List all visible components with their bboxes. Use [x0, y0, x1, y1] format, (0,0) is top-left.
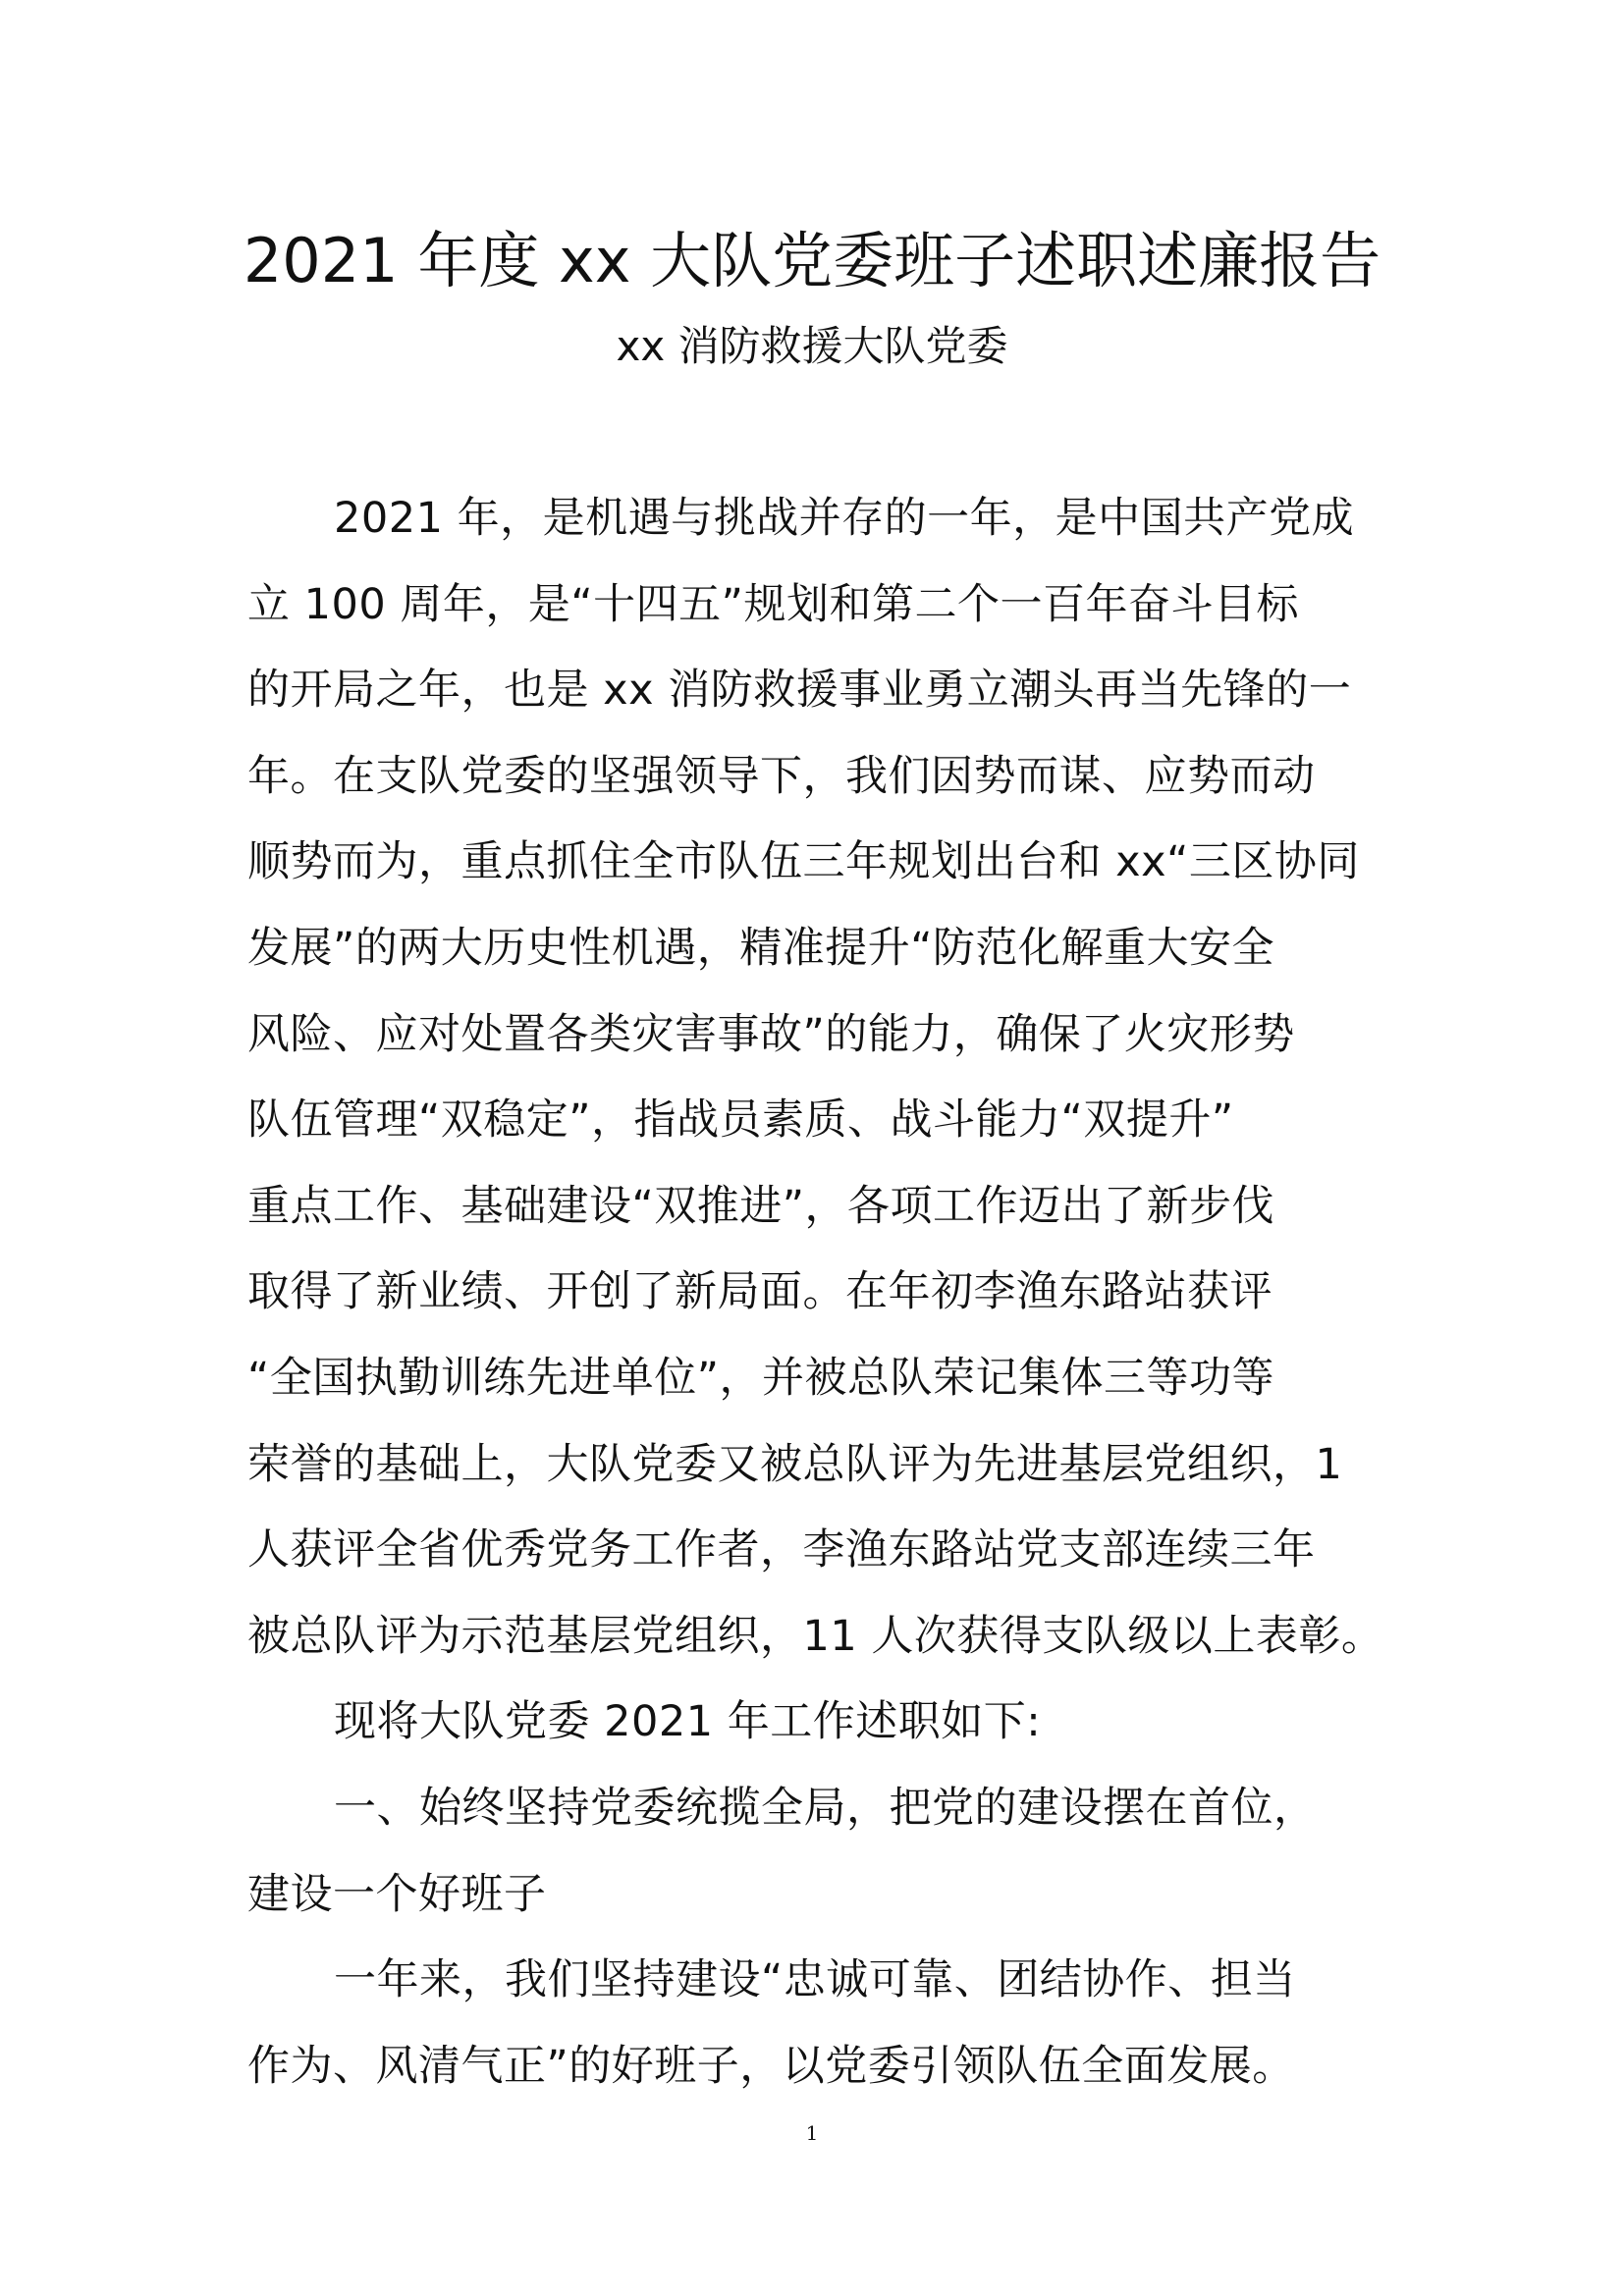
paragraph-line: 顺势而为，重点抓住全市队伍三年规划出台和 xx“三区协同	[247, 837, 1360, 887]
paragraph-line: 的开局之年，也是 xx 消防救援事业勇立潮头再当先锋的一	[247, 666, 1352, 716]
paragraph-line: 队伍管理“双稳定”，指战员素质、战斗能力“双提升”	[247, 1095, 1234, 1146]
page-number: 1	[805, 2121, 819, 2145]
paragraph-report-intro: 现将大队党委 2021 年工作述职如下:	[334, 1697, 1042, 1747]
paragraph-line: 2021 年，是机遇与挑战并存的一年，是中国共产党成	[334, 494, 1355, 543]
section-heading-1	[247, 1766, 1386, 1938]
paragraph-line: 荣誉的基础上，大队党委又被总队评为先进基层党组织，1	[247, 1439, 1343, 1489]
paragraph-section-1	[247, 1938, 1386, 2109]
paragraph-line: 取得了新业绩、开创了新局面。在年初李渔东路站获评	[247, 1267, 1272, 1317]
document-body	[247, 476, 1386, 2109]
paragraph-line: 作为、风清气正”的好班子，以党委引领队伍全面发展。	[247, 2041, 1295, 2091]
heading-line: 建设一个好班子	[247, 1869, 547, 1919]
paragraph-line: 重点工作、基础建设“双推进”，各项工作迈出了新步伐	[247, 1181, 1275, 1231]
paragraph-line: 立 100 周年，是“十四五”规划和第二个一百年奋斗目标	[247, 579, 1299, 629]
paragraph-line: 人获评全省优秀党务工作者，李渔东路站党支部连续三年	[247, 1525, 1316, 1575]
paragraph-line: 被总队评为示范基层党组织，11 人次获得支队级以上表彰。	[247, 1611, 1384, 1661]
heading-line: 一、始终坚持党委统揽全局，把党的建设摆在首位，	[334, 1783, 1317, 1833]
paragraph-line: 发展”的两大历史性机遇，精准提升“防范化解重大安全	[247, 923, 1275, 973]
paragraph-line: 一年来，我们坚持建设“忠诚可靠、团结协作、担当	[334, 1955, 1296, 2005]
document-title: 2021 年度 xx 大队党委班子述职述廉报告	[243, 225, 1381, 296]
document-subtitle: xx 消防救援大队党委	[616, 322, 1008, 370]
paragraph-line: 年。在支队党委的坚强领导下，我们因势而谋、应势而动	[247, 751, 1316, 801]
paragraph-intro	[247, 476, 1386, 1680]
paragraph-line: 风险、应对处置各类灾害事故”的能力，确保了火灾形势	[247, 1009, 1295, 1059]
paragraph-line: “全国执勤训练先进单位”，并被总队荣记集体三等功等	[247, 1353, 1275, 1403]
